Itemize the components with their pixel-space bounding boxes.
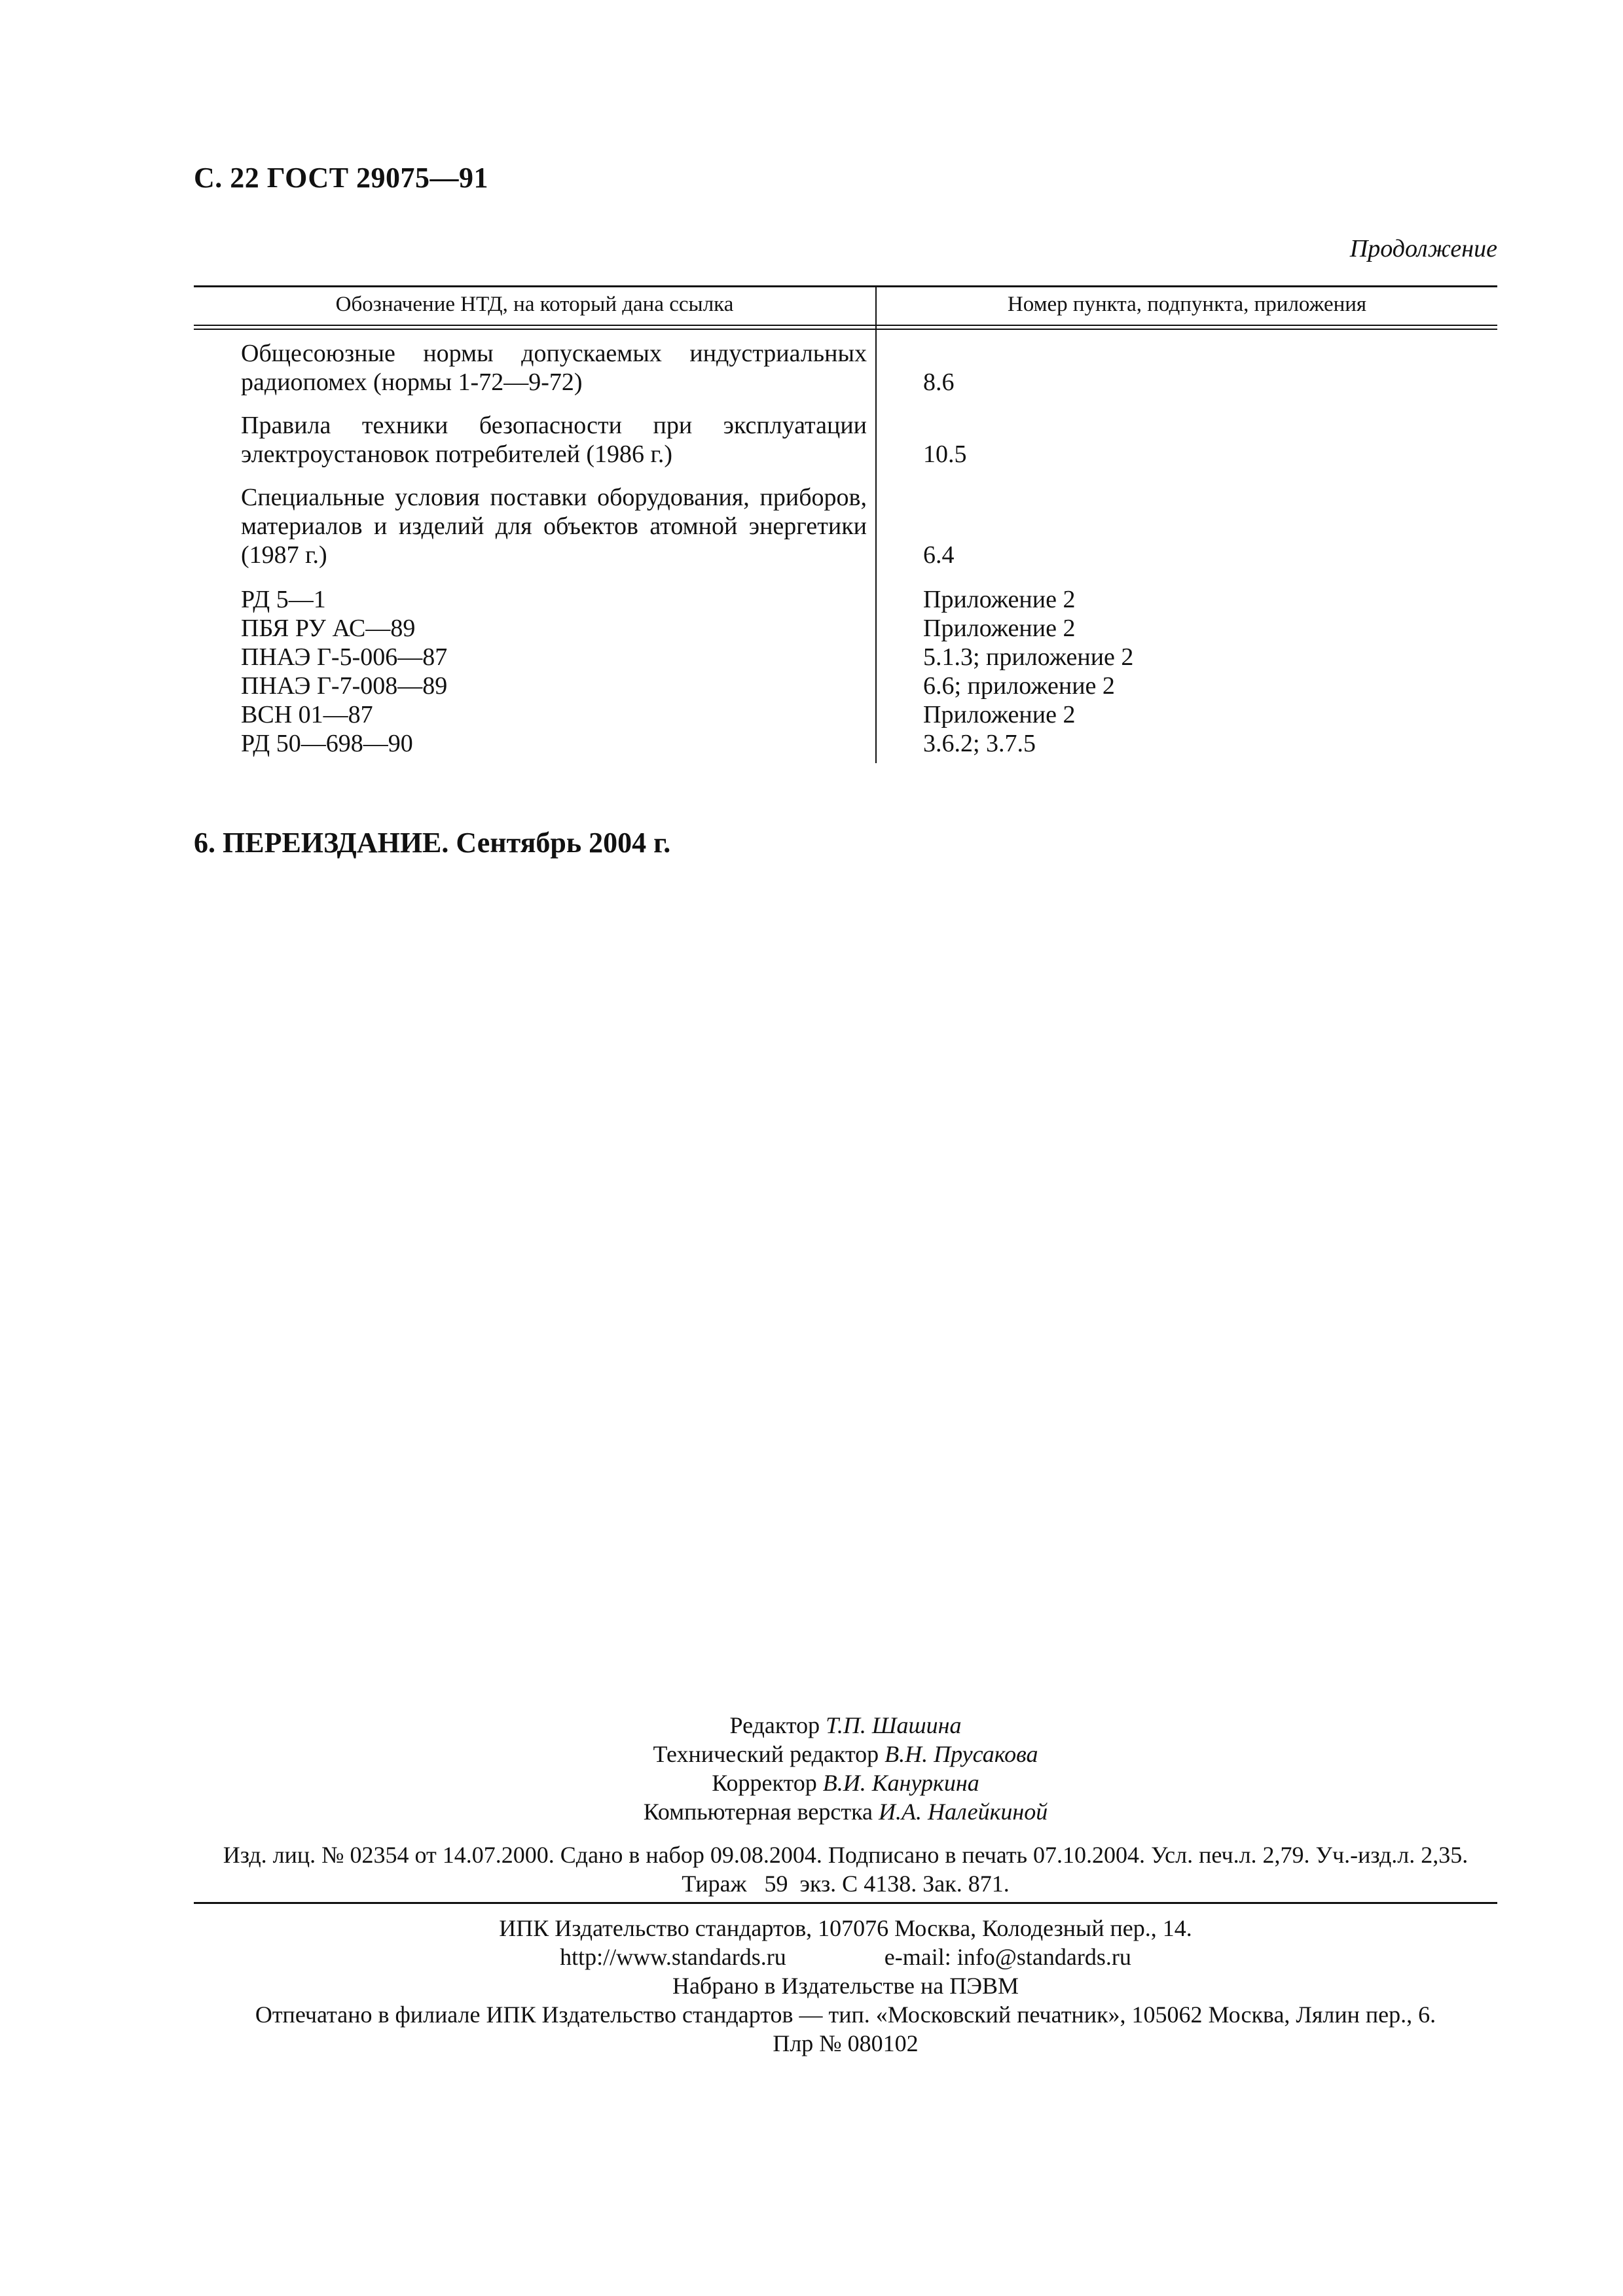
imprint-block (194, 1840, 1497, 1898)
table-column-divider (875, 285, 877, 763)
email-link[interactable]: e-mail: info@standards.ru (884, 1944, 1131, 1970)
printed-at-note: Отпечатано в филиале ИПК Издательство стандартов — тип. «Московский печатник», 105062 Москва, Лялин пер., 6. (255, 2001, 1436, 2028)
table-row-doc: Правила техники безопасности при эксплуатации электроустановок потребителей (1986 г.) (241, 412, 867, 468)
table-row-doc: РД 50—698—90 (241, 730, 413, 757)
table-row-ref: 5.1.3; приложение 2 (923, 643, 1134, 671)
credit-line (194, 1797, 1497, 1826)
credit-name: В.Н. Прусакова (884, 1741, 1038, 1767)
credit-name: В.И. Кануркина (822, 1770, 979, 1796)
table-header-rule-1 (194, 325, 1497, 326)
credit-role: Компьютерная верстка (643, 1799, 873, 1825)
imprint-line: Изд. лиц. № 02354 от 14.07.2000. Сдано в набор 09.08.2004. Подписано в печать 07.10.2004. Усл. печ.л. 2,79. Уч.-изд.л. 2,35. (223, 1842, 1468, 1868)
credit-role: Редактор (729, 1712, 820, 1738)
table-row-doc: Специальные условия поставки оборудования, приборов, материалов и изделий для объектов атомной энергетики (1987 г.) (241, 484, 867, 569)
footer-rule (194, 1902, 1497, 1904)
table-row-doc: ВСН 01—87 (241, 701, 373, 728)
table-row-ref: Приложение 2 (923, 615, 1076, 642)
print-run-line: Тираж 59 экз. С 4138. Зак. 871. (682, 1871, 1010, 1897)
table-row-doc: РД 5—1 (241, 586, 326, 613)
license-number: Плр № 080102 (773, 2030, 919, 2056)
table-row-ref: 10.5 (923, 440, 967, 468)
page-title: С. 22 ГОСТ 29075—91 (194, 162, 489, 194)
table-row-doc: ПНАЭ Г-7-008—89 (241, 672, 448, 700)
credit-line (194, 1740, 1497, 1768)
credit-line (194, 1711, 1497, 1740)
typeset-note: Набрано в Издательстве на ПЭВМ (672, 1973, 1019, 1999)
continuation-label: Продолжение (1349, 235, 1497, 262)
table-row-ref: 6.6; приложение 2 (923, 672, 1115, 700)
credit-name: И.А. Налейкиной (879, 1799, 1048, 1825)
table-row-ref: Приложение 2 (923, 586, 1076, 613)
table-row-ref: 3.6.2; 3.7.5 (923, 730, 1036, 757)
table-top-rule (194, 285, 1497, 287)
table-row-doc: ПНАЭ Г-5-006—87 (241, 643, 448, 671)
credits-block (194, 1711, 1497, 1826)
table-row-ref: 8.6 (923, 368, 955, 396)
table-row-ref: 6.4 (923, 541, 955, 569)
table-header-rule-2 (194, 329, 1497, 330)
table-row-doc: ПБЯ РУ АС—89 (241, 615, 416, 642)
publisher-address: ИПК Издательство стандартов, 107076 Москва, Колодезный пер., 14. (499, 1915, 1192, 1941)
credit-role: Корректор (712, 1770, 817, 1796)
website-link[interactable]: http://www.standards.ru (560, 1944, 786, 1970)
publisher-block (194, 1914, 1497, 2058)
publisher-contacts (194, 1943, 1497, 1971)
table-row-doc: Общесоюзные нормы допускаемых индустриальных радиопомех (нормы 1-72—9-72) (241, 340, 867, 396)
credit-line (194, 1768, 1497, 1797)
table-header-document: Обозначение НТД, на который дана ссылка (335, 293, 734, 316)
credit-name: Т.П. Шашина (826, 1712, 962, 1738)
table-row-ref: Приложение 2 (923, 701, 1076, 728)
reissue-heading: 6. ПЕРЕИЗДАНИЕ. Сентябрь 2004 г. (194, 827, 671, 859)
table-header-reference: Номер пункта, подпункта, приложения (1007, 293, 1367, 316)
credit-role: Технический редактор (653, 1741, 879, 1767)
